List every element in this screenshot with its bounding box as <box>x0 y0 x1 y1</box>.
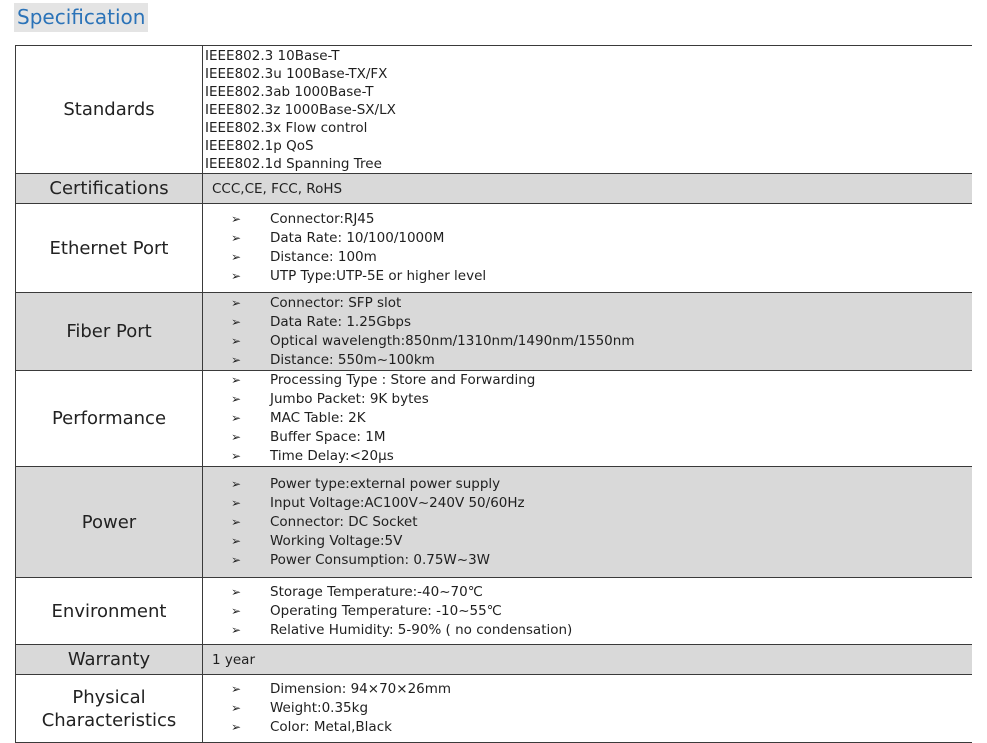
spec-item <box>203 248 972 267</box>
spec-row-content <box>203 467 972 577</box>
spec-item-text: Data Rate: 1.25Gbps <box>270 313 412 330</box>
spec-row-label: Ethernet Port <box>15 204 203 292</box>
spec-row <box>15 466 972 577</box>
spec-row <box>15 674 972 743</box>
spec-item <box>203 447 972 466</box>
arrow-bullet-icon: ➢ <box>231 333 242 348</box>
spec-item-text: Connector:RJ45 <box>270 211 375 227</box>
spec-row-label: Power <box>15 467 203 577</box>
spec-row-content <box>203 371 972 466</box>
arrow-bullet-icon: ➢ <box>231 622 242 637</box>
arrow-bullet-icon: ➢ <box>231 495 242 510</box>
spec-row <box>15 370 972 466</box>
spec-item <box>203 267 972 286</box>
spec-item <box>203 621 972 640</box>
spec-row-label: Performance <box>15 371 203 466</box>
spec-item-text: Distance: 550m~100km <box>270 351 435 368</box>
spec-item <box>203 294 972 313</box>
spec-row <box>15 644 972 674</box>
spec-item-text: Storage Temperature:-40~70℃ <box>270 583 483 600</box>
spec-item <box>203 210 972 229</box>
spec-row-content <box>203 645 972 674</box>
arrow-bullet-icon: ➢ <box>231 533 242 548</box>
spec-row-content <box>203 675 972 742</box>
spec-item-text: Working Voltage:5V <box>270 532 403 549</box>
spec-item <box>203 532 972 551</box>
spec-row-label: Certifications <box>15 174 203 203</box>
spec-item <box>203 332 972 351</box>
spec-row-content <box>203 293 972 370</box>
spec-row-content <box>203 204 972 292</box>
spec-item <box>203 390 972 409</box>
arrow-bullet-icon: ➢ <box>231 269 242 283</box>
spec-row-content <box>203 174 972 203</box>
arrow-bullet-icon: ➢ <box>231 701 242 715</box>
spec-item-text: Optical wavelength:850nm/1310nm/1490nm/1550nm <box>270 332 635 349</box>
spec-item-text: Power type:external power supply <box>270 475 501 492</box>
spec-item-text: MAC Table: 2K <box>270 410 366 426</box>
spec-item-text: 1 year <box>212 651 255 668</box>
spec-item <box>203 409 972 428</box>
arrow-bullet-icon: ➢ <box>231 514 242 529</box>
spec-row <box>15 292 972 370</box>
spec-item <box>203 699 972 718</box>
spec-item <box>203 602 972 621</box>
spec-item <box>203 680 972 699</box>
page-title: Specification <box>14 3 148 32</box>
spec-row <box>15 45 972 173</box>
spec-item-text: IEEE802.3x Flow control <box>205 119 368 136</box>
spec-item <box>203 551 972 570</box>
spec-item-text: Relative Humidity: 5-90% ( no condensation) <box>270 621 573 638</box>
spec-row-label: Environment <box>15 578 203 644</box>
arrow-bullet-icon: ➢ <box>231 392 242 406</box>
spec-item <box>203 313 972 332</box>
arrow-bullet-icon: ➢ <box>231 352 242 367</box>
spec-item-text: Jumbo Packet: 9K bytes <box>270 391 429 407</box>
spec-item <box>203 718 972 737</box>
spec-item-text: Weight:0.35kg <box>270 700 369 716</box>
spec-item-text: Operating Temperature: -10~55℃ <box>270 602 502 619</box>
spec-item-text: Data Rate: 10/100/1000M <box>270 230 445 246</box>
spec-item-text: CCC,CE, FCC, RoHS <box>212 180 343 197</box>
spec-item-text: IEEE802.3u 100Base-TX/FX <box>205 65 388 82</box>
spec-row <box>15 577 972 644</box>
spec-item <box>203 229 972 248</box>
spec-item <box>203 513 972 532</box>
spec-row-label: Fiber Port <box>15 293 203 370</box>
spec-item-text: UTP Type:UTP-5E or higher level <box>270 268 487 284</box>
spec-item <box>203 371 972 390</box>
arrow-bullet-icon: ➢ <box>231 231 242 245</box>
spec-item-text: Distance: 100m <box>270 249 377 265</box>
arrow-bullet-icon: ➢ <box>231 295 242 310</box>
arrow-bullet-icon: ➢ <box>231 449 242 463</box>
spec-row-label: Warranty <box>15 645 203 674</box>
arrow-bullet-icon: ➢ <box>231 720 242 734</box>
spec-item-text: Power Consumption: 0.75W~3W <box>270 551 491 568</box>
spec-row-label: Standards <box>15 46 203 173</box>
spec-row-content <box>203 578 972 644</box>
arrow-bullet-icon: ➢ <box>231 552 242 567</box>
spec-item <box>203 351 972 370</box>
arrow-bullet-icon: ➢ <box>231 212 242 226</box>
arrow-bullet-icon: ➢ <box>231 682 242 696</box>
arrow-bullet-icon: ➢ <box>231 430 242 444</box>
spec-item-text: Color: Metal,Black <box>270 719 392 735</box>
spec-row <box>15 173 972 203</box>
spec-item-text: Time Delay:<20μs <box>270 448 394 464</box>
spec-item-text: IEEE802.1d Spanning Tree <box>205 155 382 172</box>
arrow-bullet-icon: ➢ <box>231 314 242 329</box>
spec-item-text: Connector: DC Socket <box>270 513 418 530</box>
arrow-bullet-icon: ➢ <box>231 411 242 425</box>
arrow-bullet-icon: ➢ <box>231 250 242 264</box>
spec-item-text: Input Voltage:AC100V~240V 50/60Hz <box>270 494 525 511</box>
arrow-bullet-icon: ➢ <box>231 373 242 387</box>
spec-item-text: Buffer Space: 1M <box>270 429 386 445</box>
specification-table <box>15 45 972 743</box>
spec-item <box>203 428 972 447</box>
spec-item-text: Connector: SFP slot <box>270 294 402 311</box>
spec-row <box>15 203 972 292</box>
spec-item <box>203 494 972 513</box>
arrow-bullet-icon: ➢ <box>231 603 242 618</box>
spec-row-content <box>203 46 972 173</box>
spec-item-text: IEEE802.3 10Base-T <box>205 47 340 64</box>
spec-item-text: Dimension: 94×70×26mm <box>270 681 452 697</box>
spec-item-text: Processing Type : Store and Forwarding <box>270 372 536 388</box>
spec-item <box>203 475 972 494</box>
spec-item-text: IEEE802.3ab 1000Base-T <box>205 83 374 100</box>
spec-item-text: IEEE802.1p QoS <box>205 137 314 154</box>
spec-item <box>203 583 972 602</box>
arrow-bullet-icon: ➢ <box>231 584 242 599</box>
spec-row-label: Physical Characteristics <box>15 675 203 742</box>
spec-item-text: IEEE802.3z 1000Base-SX/LX <box>205 101 396 118</box>
arrow-bullet-icon: ➢ <box>231 476 242 491</box>
